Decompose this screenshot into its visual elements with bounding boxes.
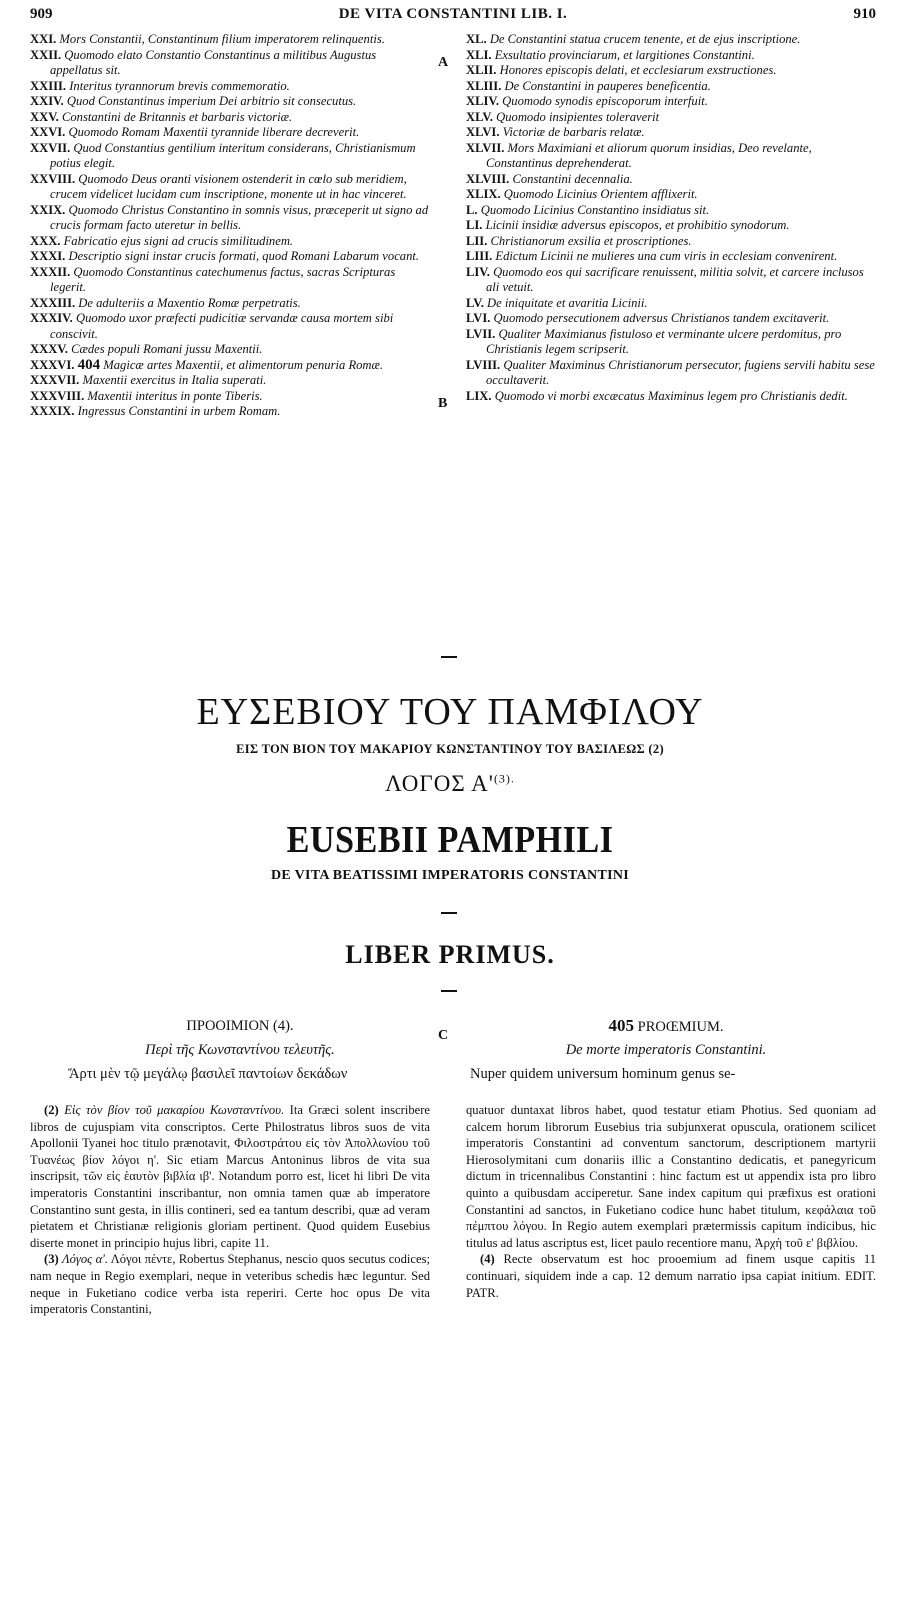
latin-book-heading: LIBER PRIMUS. bbox=[345, 940, 555, 969]
toc-entry-number: LVIII. bbox=[466, 357, 501, 372]
toc-entry-text: Christianorum exsilia et proscriptiones. bbox=[490, 233, 692, 248]
toc-entry-number: LIV. bbox=[466, 264, 490, 279]
proem-subheading-greek: Περὶ τῆς Κωνσταντίνου τελευτῆς. bbox=[145, 1042, 335, 1058]
toc-entry bbox=[30, 342, 430, 358]
toc-entry-number: LIII. bbox=[466, 249, 493, 263]
toc-entry-number: XLIX. bbox=[466, 187, 501, 201]
toc-entry bbox=[30, 171, 430, 203]
proem-subheading-latin: De morte imperatoris Constantini. bbox=[565, 1042, 767, 1058]
footnote-text: Recte observatum est hoc prooemium ad finem usque capitis 11 continuari, siquidem inde a cap. 12 demum narratio ipsa capiat initium. EDIT. PATR. bbox=[466, 1252, 877, 1300]
latin-subtitle: DE VITA BEATISSIMI IMPERATORIS CONSTANTINI bbox=[270, 868, 630, 883]
proem-first-line-latin: Nuper quidem universum hominum genus se- bbox=[470, 1066, 736, 1082]
footnote bbox=[466, 1251, 876, 1301]
footnote-ref: (4) bbox=[480, 1252, 495, 1267]
toc-entry bbox=[466, 326, 876, 358]
toc-entry-text: Qualiter Maximianus fistuloso et verminante ulcere perdomitus, pro Christianis legem scripserit. bbox=[486, 326, 842, 356]
footnotes-right-column bbox=[466, 1102, 876, 1301]
proem-heading-latin-label: PROŒMIUM. bbox=[637, 1019, 724, 1035]
footnote bbox=[466, 1102, 876, 1251]
toc-entry bbox=[466, 125, 876, 141]
page-number-right: 910 bbox=[853, 6, 876, 22]
toc-entry-text: Quomodo Licinius Orientem afflixerit. bbox=[503, 187, 698, 201]
footnote-text: Λόγοι πέντε, Robertus Stephanus, nescio quos secutus codices; nam neque in Regio exemplari, neque in veteribus schedis hæc leguntur. Sed neque in Fuketiano codice verba ista reperiri. Certe hoc opus De vita imperatoris Constantini, bbox=[30, 1252, 430, 1317]
toc-entry bbox=[30, 140, 430, 172]
running-header bbox=[30, 6, 876, 32]
toc-entry-number: XLIII. bbox=[466, 78, 502, 93]
toc-entry-text: Honores episcopis delati, et ecclesiarum exstructiones. bbox=[499, 63, 777, 77]
toc-entry-number: L. bbox=[466, 202, 478, 217]
toc-entry-text: Descriptio signi instar crucis formati, quod Romani Labarum vocant. bbox=[68, 249, 420, 263]
toc-entry bbox=[466, 32, 876, 48]
footnote-ref: (3) bbox=[44, 1252, 59, 1267]
toc-entry-text: Quod Constantius gentilium interitum considerans, Christianismum potius elegit. bbox=[50, 140, 416, 170]
toc-entry-number: XXXIII. bbox=[30, 295, 76, 310]
toc-entry bbox=[466, 140, 876, 172]
footnote-text: quatuor duntaxat libros habet, quod testatur etiam Photius. Sed quoniam ad calcem horum librorum Eusebius tria subjunxerat opuscula, orationem scilicet imperatoris Constantini ad conventum sanctorum, descriptionem martyrii Hierosolymitani cum donariis illic a Constantino dedicatis, et panegyricum dictum in tricennalibus Constantini : hinc factum est ut appendix ista pro libro quinto a quibusdam acciperetur. Sane index capitum qui præfixus est orationi Constantini ad sanctos, in Fuketiano codice hunc habet titulum, κεφάλαια τοῦ πέμπτου λόγου. In Regio autem exemplari prætermissis capitum indicibus, hic titulus ad latus ascriptus est, licet paulo recentiore manu, Ἀρχὴ τοῦ ε' βιβλίου. bbox=[466, 1103, 876, 1250]
toc-entry-text: Interitus tyrannorum brevis commemoratio. bbox=[69, 78, 290, 93]
toc-entry-text: Quomodo Romam Maxentii tyrannide liberare decreverit. bbox=[68, 125, 360, 139]
toc-entry bbox=[30, 94, 430, 110]
greek-book-label: ΛΟΓΟΣ Α' bbox=[385, 771, 494, 796]
toc-entry bbox=[30, 295, 430, 312]
separator-rule bbox=[441, 656, 457, 658]
toc-entry-number: XXXIV. bbox=[30, 311, 73, 325]
toc-entry-number: XXXI. bbox=[30, 249, 66, 263]
running-title: DE VITA CONSTANTINI LIB. I. bbox=[338, 6, 568, 22]
footnote-lemma: Λόγος α'. bbox=[62, 1252, 109, 1267]
toc-entry bbox=[30, 109, 430, 126]
toc-entry-number: XLVI. bbox=[466, 125, 500, 139]
footnote bbox=[30, 1102, 430, 1251]
toc-entry bbox=[466, 187, 876, 203]
toc-entry-number: XXVII. bbox=[30, 140, 71, 155]
toc-entry-text: Constantini de Britannis et barbaris victoriæ. bbox=[61, 109, 293, 124]
toc-entry-number: XXX. bbox=[30, 233, 61, 248]
greek-title: ΕΥΣΕΒΙΟΥ ΤΟΥ ΠΑΜΦΙΛΟΥ bbox=[196, 691, 704, 733]
toc-right-column bbox=[466, 32, 876, 404]
page-number-left: 909 bbox=[30, 6, 53, 22]
toc-entry bbox=[466, 63, 876, 79]
toc-entry bbox=[30, 264, 430, 296]
toc-entry-text: De Constantini in pauperes beneficentia. bbox=[504, 78, 711, 93]
toc-entry-text: Quomodo synodis episcoporum interfuit. bbox=[502, 94, 708, 108]
latin-title: EUSEBII PAMPHILI bbox=[286, 819, 614, 861]
toc-entry-text: Cædes populi Romani jussu Maxentii. bbox=[71, 342, 263, 356]
toc-entry-text: Quod Constantinus imperium Dei arbitrio sit consecutus. bbox=[66, 94, 357, 108]
toc-entry-number: XXIII. bbox=[30, 78, 67, 93]
toc-entry-number: XXXII. bbox=[30, 264, 71, 279]
toc-entry bbox=[30, 373, 430, 389]
toc-entry bbox=[30, 32, 430, 48]
toc-entry bbox=[466, 357, 876, 389]
margin-letter-b: B bbox=[438, 396, 448, 411]
toc-entry-number: LII. bbox=[466, 233, 488, 248]
greek-subtitle: ΕΙΣ ΤΟΝ ΒΙΟΝ ΤΟΥ ΜΑΚΑΡΙΟΥ ΚΩΝΣΤΑΝΤΙΝΟΥ ΤΟΥ ΒΑΣΙΛΕΩΣ (2) bbox=[236, 742, 664, 756]
toc-entry-number: XL. bbox=[466, 32, 487, 46]
toc-entry-text: Fabricatio ejus signi ad crucis similitudinem. bbox=[63, 233, 294, 248]
toc-entry-number: XXIX. bbox=[30, 202, 66, 217]
toc-entry bbox=[466, 233, 876, 250]
toc-entry-text: Quomodo Christus Constantino in somnis visus, præceperit ut signo ad crucis formam facto uteretur in bellis. bbox=[50, 202, 429, 232]
toc-entry-number: XLV. bbox=[466, 109, 493, 124]
toc-entry-number: XXI. bbox=[30, 32, 57, 46]
toc-entry-text: Quomodo uxor præfecti pudicitiæ servandæ causa mortem sibi conscivit. bbox=[50, 311, 394, 341]
toc-entry bbox=[30, 78, 430, 95]
margin-letter-a: A bbox=[438, 55, 449, 70]
toc-entry-text: Quomodo elato Constantio Constantinus a militibus Augustus appellatus sit. bbox=[50, 47, 377, 77]
toc-entry-number: LIX. bbox=[466, 388, 492, 403]
toc-entry-text: De iniquitate et avaritia Licinii. bbox=[487, 295, 648, 310]
toc-entry-number: XLIV. bbox=[466, 94, 500, 108]
footnotes-left-column bbox=[30, 1102, 430, 1318]
toc-entry-text: Constantini decennalia. bbox=[512, 171, 633, 186]
toc-entry-number: LVII. bbox=[466, 326, 496, 341]
toc-entry bbox=[30, 202, 430, 234]
toc-entry-number: XXXVI. bbox=[30, 357, 75, 372]
toc-entry-text: Quomodo Constantinus catechumenus factus, sacras Scripturas legerit. bbox=[50, 264, 396, 294]
toc-entry-text: Maxentii exercitus in Italia superati. bbox=[82, 373, 267, 387]
toc-entry-number: XXVI. bbox=[30, 125, 66, 139]
toc-entry-text: Magicæ artes Maxentii, et alimentorum penuria Romæ. bbox=[103, 357, 384, 372]
greek-book-heading bbox=[0, 771, 900, 797]
toc-entry-number: XXXV. bbox=[30, 342, 68, 356]
toc-entry bbox=[466, 218, 876, 234]
toc-entry bbox=[466, 388, 876, 405]
toc-entry-number: LV. bbox=[466, 295, 484, 310]
toc-entry-number: XXII. bbox=[30, 47, 62, 62]
proem-heading-greek: ΠΡΟΟΙΜΙΟΝ (4). bbox=[186, 1018, 294, 1034]
toc-entry-text: Mors Maximiani et aliorum quorum insidias, Deo revelante, Constantinus deprehenderat. bbox=[486, 140, 812, 170]
toc-entry-number: XXXIX. bbox=[30, 404, 75, 418]
toc-entry bbox=[30, 233, 430, 250]
toc-entry-number: LI. bbox=[466, 218, 483, 232]
toc-entry bbox=[466, 78, 876, 95]
toc-entry-number: XLI. bbox=[466, 47, 492, 62]
footnote bbox=[30, 1251, 430, 1317]
toc-entry-text: Quomodo eos qui sacrificare renuissent, militia solvit, et carcere inclusos ali vetuit. bbox=[486, 264, 864, 294]
toc-entry-text: Quomodo insipientes toleraverit bbox=[496, 109, 660, 124]
proem-heading-latin bbox=[466, 1016, 866, 1036]
toc-entry bbox=[466, 311, 876, 327]
toc-entry bbox=[30, 47, 430, 79]
proem-first-line-greek: Ἄρτι μὲν τῷ μεγάλῳ βασιλεῖ παντοίων δεκάδων bbox=[68, 1066, 348, 1082]
toc-entry-text: Ingressus Constantini in urbem Romam. bbox=[77, 404, 281, 418]
separator-rule bbox=[441, 912, 457, 914]
toc-entry-text: Qualiter Maximinus Christianorum persecutor, fugiens servili habitu sese occultaverit. bbox=[486, 357, 875, 387]
toc-entry-text: Mors Constantii, Constantinum filium imperatorem relinquentis. bbox=[59, 32, 385, 46]
toc-entry-text: De adulteriis a Maxentio Romæ perpetratis. bbox=[78, 295, 301, 310]
footnote-ref: (2) bbox=[44, 1103, 59, 1117]
footnote-lemma: Εἰς τὸν βίον τοῦ μακαρίου Κωνσταντίνου. bbox=[64, 1103, 285, 1117]
toc-entry-number: XXV. bbox=[30, 109, 59, 124]
footnote-text: Ita Græci solent inscribere libros de cujuspiam vita conscriptos. Certe Philostratus libros suos de vita Apollonii Tyanei hoc titulo prænotavit, Φιλοστράτου εἰς τὸν Ἀπολλωνίου τοῦ Τυανέως βίον λόγοι η'. Sic etiam Marcus Antoninus libros de vita sua inscripsit, τῶν εἰς ἑαυτὸν βιβλία ιβ'. Notandum porro est, licet hi libri De vita imperatoris Constantini inscribantur, non omnia tamen quæ ab imperatore Constantino sunt gesta, in illis contineri, sed ea tantum describi, quæ ad veram pietatem et Christianæ religionis gloriam pertinent. Quod quidem Eusebius diserte monet in principio hujus libri, capite 11. bbox=[30, 1103, 430, 1250]
page-number-marker: 405 bbox=[608, 1016, 635, 1035]
toc-entry-text: Edictum Licinii ne mulieres una cum viris in ecclesiam convenirent. bbox=[495, 249, 838, 263]
toc-entry-number: XXVIII. bbox=[30, 171, 76, 186]
toc-entry bbox=[466, 295, 876, 312]
toc-entry-number: XLVIII. bbox=[466, 171, 510, 186]
toc-entry-number: XXXVII. bbox=[30, 373, 80, 387]
toc-entry-text: Quomodo persecutionem adversus Christianos tandem excitaverit. bbox=[493, 311, 830, 325]
toc-entry-text: Licinii insidiæ adversus episcopos, et prohibitio synodorum. bbox=[485, 218, 790, 232]
toc-entry bbox=[466, 47, 876, 64]
toc-left-column bbox=[30, 32, 430, 420]
toc-entry-text: Exsultatio provinciarum, et largitiones Constantini. bbox=[494, 47, 755, 62]
toc-entry-text: Victoriæ de barbaris relatæ. bbox=[502, 125, 645, 139]
toc-entry-number: XXXVIII. bbox=[30, 388, 85, 403]
toc-entry-number: LVI. bbox=[466, 311, 491, 325]
greek-book-note: (3). bbox=[493, 771, 515, 786]
toc-entry-text: Quomodo Licinius Constantino insidiatus sit. bbox=[480, 202, 710, 217]
toc-entry-number: XXIV. bbox=[30, 94, 64, 108]
toc-entry bbox=[466, 109, 876, 126]
toc-entry bbox=[30, 404, 430, 420]
toc-entry-text: Quomodo Deus oranti visionem ostenderit in cœlo sub meridiem, crucem videlicet lucidam cum inscriptione, monente ut in hac vinceret. bbox=[50, 171, 407, 201]
toc-entry bbox=[30, 125, 430, 141]
separator-rule bbox=[441, 990, 457, 992]
margin-letter-c: C bbox=[438, 1028, 449, 1043]
toc-entry bbox=[466, 249, 876, 265]
toc-entry bbox=[30, 388, 430, 405]
toc-entry bbox=[30, 249, 430, 265]
toc-entry-text: De Constantini statua crucem tenente, et de ejus inscriptione. bbox=[489, 32, 801, 46]
toc-entry bbox=[466, 94, 876, 110]
toc-entry bbox=[30, 311, 430, 342]
page-number-marker: 404 bbox=[77, 356, 101, 373]
toc-entry bbox=[466, 202, 876, 219]
toc-entry-text: Maxentii interitus in ponte Tiberis. bbox=[87, 388, 263, 403]
toc-entry bbox=[466, 171, 876, 188]
toc-entry-text: Quomodo vi morbi excæcatus Maximinus legem pro Christianis dedit. bbox=[494, 388, 848, 403]
toc-entry-number: XLVII. bbox=[466, 140, 505, 155]
toc-entry bbox=[466, 264, 876, 296]
toc-entry-number: XLII. bbox=[466, 63, 497, 77]
toc-entry bbox=[30, 356, 430, 374]
